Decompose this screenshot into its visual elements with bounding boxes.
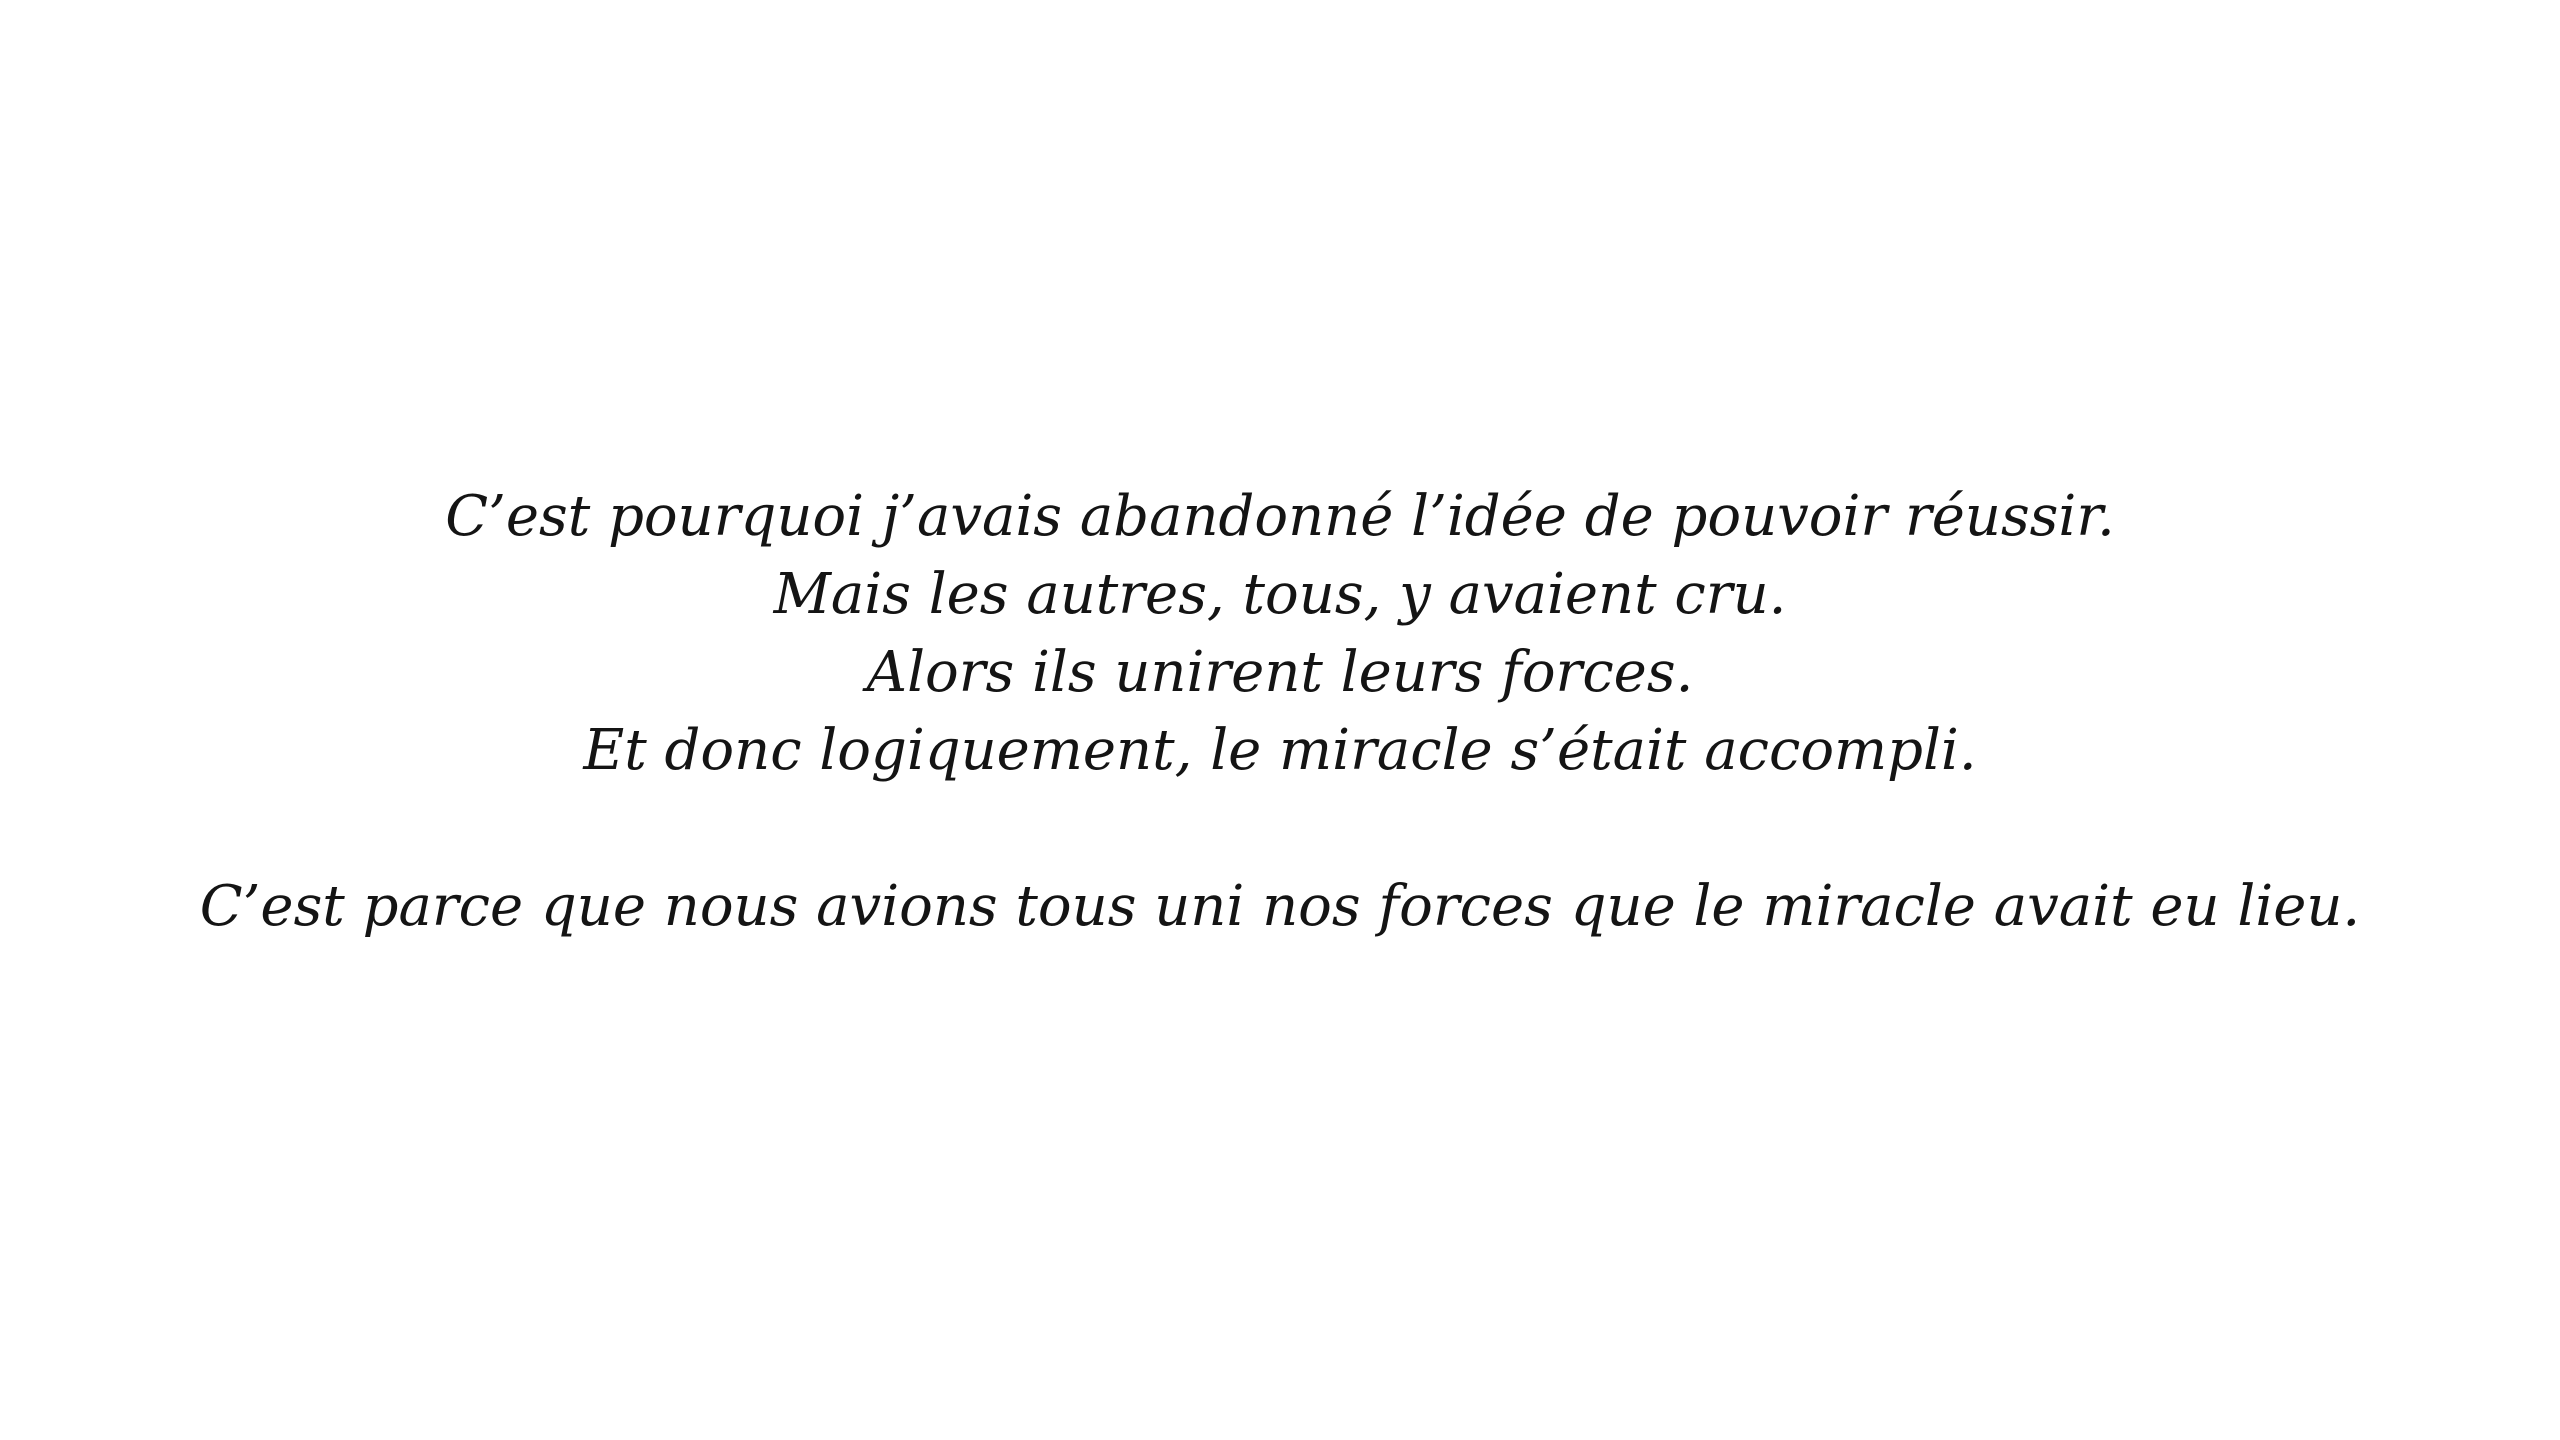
text-line: C’est pourquoi j’avais abandonné l’idée de pouvoir réussir. — [445, 484, 2115, 549]
stanza-spacer — [0, 790, 2560, 868]
text-line: Et donc logiquement, le miracle s’était accompli. — [583, 718, 1977, 783]
centered-text-block — [0, 478, 2560, 946]
text-line: C’est parce que nous avions tous uni nos forces que le miracle avait eu lieu. — [199, 874, 2361, 939]
stanza-1 — [0, 478, 2560, 790]
text-line: Alors ils unirent leurs forces. — [866, 640, 1694, 705]
text-line: Mais les autres, tous, y avaient cru. — [773, 562, 1787, 627]
stanza-2 — [0, 868, 2560, 946]
